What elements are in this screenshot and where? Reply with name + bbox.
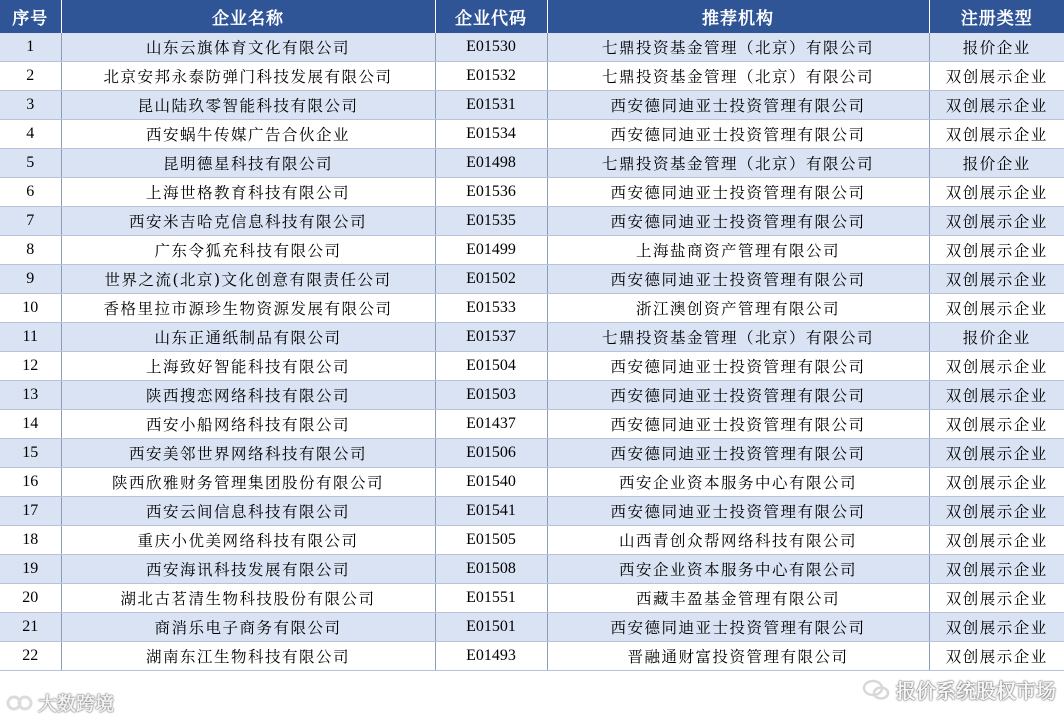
company-name-cell: 陕西搜恋网络科技有限公司 [61,381,435,410]
company-name-cell: 广东令狐充科技有限公司 [61,236,435,265]
company-name-cell: 山东正通纸制品有限公司 [61,323,435,352]
company-name-cell: 重庆小优美网络科技有限公司 [61,526,435,555]
header-recommender: 推荐机构 [547,0,929,33]
company-code-cell: E01503 [435,381,547,410]
recommender-cell: 西安德同迪亚士投资管理有限公司 [547,207,929,236]
table-row [0,178,1064,207]
recommender-cell: 西安德同迪亚士投资管理有限公司 [547,91,929,120]
registration-type-cell: 双创展示企业 [929,555,1064,584]
registration-type-cell: 双创展示企业 [929,584,1064,613]
registration-type-cell: 双创展示企业 [929,265,1064,294]
registration-type-cell: 双创展示企业 [929,236,1064,265]
company-code-cell: E01537 [435,323,547,352]
company-code-cell: E01540 [435,468,547,497]
company-code-cell: E01505 [435,526,547,555]
index-cell: 8 [0,236,61,265]
table-row [0,120,1064,149]
registration-type-cell: 双创展示企业 [929,468,1064,497]
company-name-cell: 商消乐电子商务有限公司 [61,613,435,642]
table-row [0,526,1064,555]
table-row [0,439,1064,468]
company-code-cell: E01533 [435,294,547,323]
company-code-cell: E01498 [435,149,547,178]
header-company-code: 企业代码 [435,0,547,33]
table-row [0,62,1064,91]
registration-type-cell: 双创展示企业 [929,62,1064,91]
wechat-icon [862,678,890,702]
company-name-cell: 世界之流(北京)文化创意有限责任公司 [61,265,435,294]
company-name-cell: 湖南东江生物科技有限公司 [61,642,435,671]
index-cell: 12 [0,352,61,381]
company-name-cell: 西安蜗牛传媒广告合伙企业 [61,120,435,149]
recommender-cell: 晋融通财富投资管理有限公司 [547,642,929,671]
table-row [0,323,1064,352]
table-row [0,555,1064,584]
company-code-cell: E01502 [435,265,547,294]
company-code-cell: E01499 [435,236,547,265]
registration-type-cell: 报价企业 [929,149,1064,178]
company-name-cell: 北京安邦永泰防弹门科技发展有限公司 [61,62,435,91]
index-cell: 2 [0,62,61,91]
registration-type-cell: 报价企业 [929,323,1064,352]
registration-type-cell: 双创展示企业 [929,410,1064,439]
table-row [0,613,1064,642]
company-code-cell: E01437 [435,410,547,439]
registration-type-cell: 双创展示企业 [929,294,1064,323]
header-company-name: 企业名称 [61,0,435,33]
table-row [0,381,1064,410]
recommender-cell: 七鼎投资基金管理（北京）有限公司 [547,62,929,91]
recommender-cell: 西安企业资本服务中心有限公司 [547,555,929,584]
index-cell: 16 [0,468,61,497]
company-name-cell: 香格里拉市源珍生物资源发展有限公司 [61,294,435,323]
company-code-cell: E01535 [435,207,547,236]
index-cell: 3 [0,91,61,120]
recommender-cell: 西安德同迪亚士投资管理有限公司 [547,265,929,294]
registration-type-cell: 双创展示企业 [929,642,1064,671]
index-cell: 9 [0,265,61,294]
index-cell: 11 [0,323,61,352]
index-cell: 7 [0,207,61,236]
recommender-cell: 七鼎投资基金管理（北京）有限公司 [547,323,929,352]
watermark-left-text: 大数跨境 [38,693,115,715]
table-row [0,33,1064,62]
index-cell: 10 [0,294,61,323]
index-cell: 1 [0,33,61,62]
index-cell: 6 [0,178,61,207]
company-code-cell: E01541 [435,497,547,526]
table-row [0,584,1064,613]
company-name-cell: 湖北古茗清生物科技股份有限公司 [61,584,435,613]
company-code-cell: E01508 [435,555,547,584]
table-row [0,236,1064,265]
company-name-cell: 西安美邻世界网络科技有限公司 [61,439,435,468]
company-code-cell: E01551 [435,584,547,613]
table-row [0,294,1064,323]
company-code-cell: E01536 [435,178,547,207]
company-name-cell: 西安云间信息科技有限公司 [61,497,435,526]
registration-type-cell: 双创展示企业 [929,439,1064,468]
table-row [0,642,1064,671]
watermark-left [6,689,114,716]
watermark-right-text: 报价系统股权市场 [896,679,1056,703]
index-cell: 15 [0,439,61,468]
company-name-cell: 上海世格教育科技有限公司 [61,178,435,207]
index-cell: 21 [0,613,61,642]
table-row [0,468,1064,497]
index-cell: 14 [0,410,61,439]
company-name-cell: 昆明德星科技有限公司 [61,149,435,178]
table-row [0,410,1064,439]
recommender-cell: 西安企业资本服务中心有限公司 [547,468,929,497]
table-row [0,149,1064,178]
index-cell: 22 [0,642,61,671]
company-name-cell: 西安米吉哈克信息科技有限公司 [61,207,435,236]
header-index: 序号 [0,0,61,33]
company-name-cell: 西安小船网络科技有限公司 [61,410,435,439]
recommender-cell: 西安德同迪亚士投资管理有限公司 [547,613,929,642]
recommender-cell: 西安德同迪亚士投资管理有限公司 [547,439,929,468]
table-body [0,33,1064,671]
header-registration-type: 注册类型 [929,0,1064,33]
recommender-cell: 西安德同迪亚士投资管理有限公司 [547,120,929,149]
company-code-cell: E01504 [435,352,547,381]
registration-type-cell: 双创展示企业 [929,381,1064,410]
recommender-cell: 西安德同迪亚士投资管理有限公司 [547,352,929,381]
recommender-cell: 西安德同迪亚士投资管理有限公司 [547,497,929,526]
recommender-cell: 浙江澳创资产管理有限公司 [547,294,929,323]
registration-type-cell: 报价企业 [929,33,1064,62]
company-name-cell: 西安海讯科技发展有限公司 [61,555,435,584]
company-name-cell: 昆山陆玖零智能科技有限公司 [61,91,435,120]
company-code-cell: E01530 [435,33,547,62]
recommender-cell: 上海盐商资产管理有限公司 [547,236,929,265]
registration-type-cell: 双创展示企业 [929,120,1064,149]
registration-type-cell: 双创展示企业 [929,352,1064,381]
index-cell: 20 [0,584,61,613]
table-row [0,352,1064,381]
index-cell: 5 [0,149,61,178]
index-cell: 18 [0,526,61,555]
company-name-cell: 山东云旗体育文化有限公司 [61,33,435,62]
index-cell: 19 [0,555,61,584]
recommender-cell: 西安德同迪亚士投资管理有限公司 [547,381,929,410]
table-row [0,265,1064,294]
recommender-cell: 西藏丰盈基金管理有限公司 [547,584,929,613]
company-code-cell: E01534 [435,120,547,149]
recommender-cell: 西安德同迪亚士投资管理有限公司 [547,410,929,439]
company-code-cell: E01501 [435,613,547,642]
company-code-cell: E01493 [435,642,547,671]
recommender-cell: 七鼎投资基金管理（北京）有限公司 [547,33,929,62]
recommender-cell: 七鼎投资基金管理（北京）有限公司 [547,149,929,178]
registration-type-cell: 双创展示企业 [929,526,1064,555]
brand-logo-icon [6,691,34,715]
registration-type-cell: 双创展示企业 [929,613,1064,642]
registration-type-cell: 双创展示企业 [929,91,1064,120]
table-row [0,207,1064,236]
table-row [0,497,1064,526]
watermark-right [862,675,1056,704]
company-code-cell: E01531 [435,91,547,120]
header-row [0,0,1064,33]
registration-type-cell: 双创展示企业 [929,207,1064,236]
registration-type-cell: 双创展示企业 [929,497,1064,526]
recommender-cell: 西安德同迪亚士投资管理有限公司 [547,178,929,207]
company-code-cell: E01506 [435,439,547,468]
recommender-cell: 山西青创众帮网络科技有限公司 [547,526,929,555]
index-cell: 13 [0,381,61,410]
registration-type-cell: 双创展示企业 [929,178,1064,207]
company-code-cell: E01532 [435,62,547,91]
company-name-cell: 上海致好智能科技有限公司 [61,352,435,381]
table-row [0,91,1064,120]
company-name-cell: 陕西欣雅财务管理集团股份有限公司 [61,468,435,497]
index-cell: 4 [0,120,61,149]
index-cell: 17 [0,497,61,526]
